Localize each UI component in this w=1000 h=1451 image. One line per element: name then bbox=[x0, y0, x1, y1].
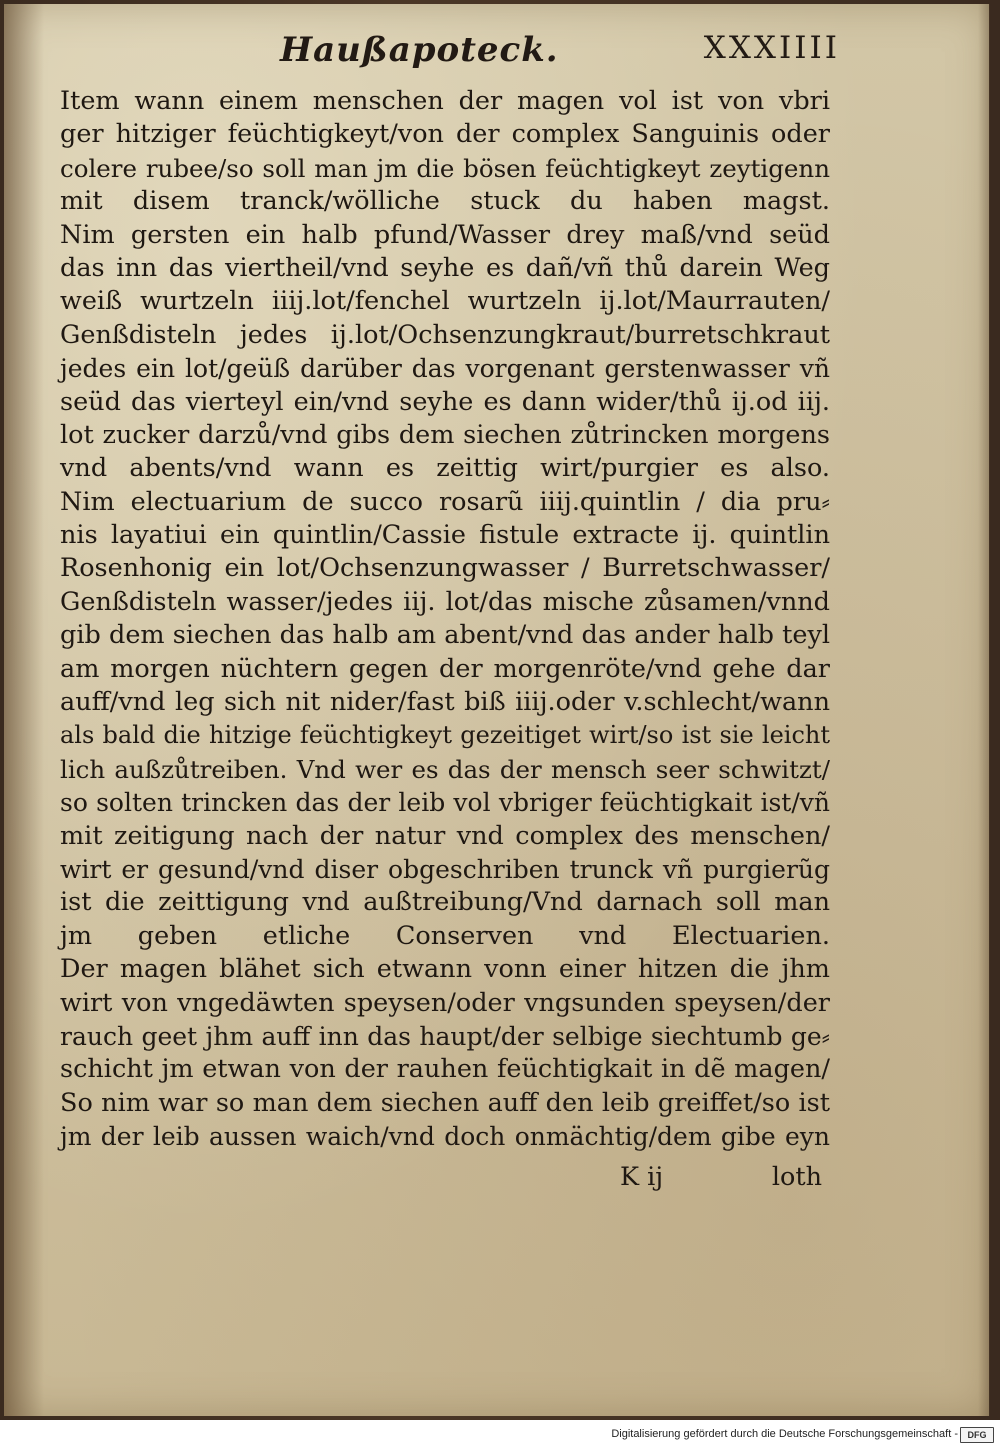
text-line: wirt von vngedäwten speysen/oder vngsunden speysen/der bbox=[60, 987, 830, 1018]
text-line: vnd abents/vnd wann es zeittig wirt/purgier es also. bbox=[60, 453, 830, 484]
text-line: jm der leib aussen waich/vnd doch onmächtig/dem gibe eyn bbox=[60, 1122, 830, 1152]
text-line: jm geben etliche Conserven vnd Electuarien. bbox=[60, 920, 830, 951]
text-line: schicht jm etwan von der rauhen feüchtigkait in dẽ magen/ bbox=[60, 1054, 830, 1085]
text-line: auff/vnd leg sich nit nider/fast biß iiij.oder v.schlecht/wann bbox=[60, 687, 830, 718]
digitization-footer bbox=[0, 1420, 1000, 1451]
text-line: Genßdisteln jedes ij.lot/Ochsenzungkraut/burretschkraut bbox=[60, 319, 830, 350]
page-foot-line bbox=[620, 1162, 830, 1196]
running-head: Haußapoteck. bbox=[280, 30, 559, 70]
text-line: als bald die hitzige feüchtigkeyt gezeitiget wirt/so ist sie leicht bbox=[60, 721, 830, 750]
page-gutter-shadow bbox=[4, 4, 44, 1416]
page-text bbox=[60, 85, 830, 1154]
text-line: colere rubee/so soll man jm die bösen feüchtigkeyt zeytigenn bbox=[60, 153, 830, 183]
text-line: lot zucker darzů/vnd gibs dem siechen zůtrincken morgens bbox=[60, 419, 830, 450]
text-line: Nim gersten ein halb pfund/Wasser drey maß/vnd seüd bbox=[60, 219, 830, 250]
text-line: ger hitziger feüchtigkeyt/von der complex Sanguinis oder bbox=[60, 119, 830, 150]
text-line: so solten trincken das der leib vol vbriger feüchtigkait ist/vñ bbox=[60, 788, 830, 818]
footer-credit: Digitalisierung gefördert durch die Deutsche Forschungsgemeinschaft - bbox=[611, 1428, 958, 1440]
signature-mark: K ij bbox=[620, 1162, 664, 1192]
text-line: mit disem tranck/wölliche stuck du haben magst. bbox=[60, 186, 830, 217]
folio-number: XXXIIII bbox=[703, 30, 840, 66]
text-line: So nim war so man dem siechen auff den leib greiffet/so ist bbox=[60, 1087, 830, 1118]
catchword: loth bbox=[771, 1162, 822, 1192]
text-line: wirt er gesund/vnd diser obgeschriben trunck vñ purgierũg bbox=[60, 854, 830, 884]
dfg-logo: DFG bbox=[960, 1427, 994, 1443]
text-line: nis layatiui ein quintlin/Cassie fistule extracte ij. quintlin bbox=[60, 520, 830, 551]
page-edge-shadow bbox=[978, 4, 990, 1416]
text-line: Item wann einem menschen der magen vol ist von vbri bbox=[60, 86, 830, 116]
text-line: seüd das vierteyl ein/vnd seyhe es dann wider/thů ij.od iij. bbox=[60, 386, 830, 417]
text-line: Der magen blähet sich etwann vonn einer hitzen die jhm bbox=[60, 954, 830, 985]
text-line: lich außzůtreiben. Vnd wer es das der mensch seer schwitzt/ bbox=[60, 754, 830, 784]
text-line: Genßdisteln wasser/jedes iij. lot/das mische zůsamen/vnnd bbox=[60, 586, 830, 617]
text-line: ist die zeittigung vnd außtreibung/Vnd darnach soll man bbox=[60, 887, 830, 918]
text-line: mit zeitigung nach der natur vnd complex des menschen/ bbox=[60, 820, 830, 851]
text-line: gib dem siechen das halb am abent/vnd das ander halb teyl bbox=[60, 620, 830, 651]
text-line: das inn das viertheil/vnd seyhe es dañ/vñ thů darein Weg bbox=[60, 252, 830, 283]
text-line: Nim electuarium de succo rosarũ iiij.quintlin / dia pru⸗ bbox=[60, 486, 830, 517]
text-line: jedes ein lot/geüß darüber das vorgenant gerstenwasser vñ bbox=[60, 354, 830, 384]
text-line: am morgen nüchtern gegen der morgenröte/vnd gehe dar bbox=[60, 653, 830, 684]
text-line: Rosenhonig ein lot/Ochsenzungwasser / Burretschwasser/ bbox=[60, 553, 830, 584]
text-line: weiß wurtzeln iiij.lot/fenchel wurtzeln ij.lot/Maurrauten/ bbox=[60, 286, 830, 317]
text-line: rauch geet jhm auff inn das haupt/der selbige siechtumb ge⸗ bbox=[60, 1021, 830, 1051]
page-header bbox=[280, 30, 840, 80]
